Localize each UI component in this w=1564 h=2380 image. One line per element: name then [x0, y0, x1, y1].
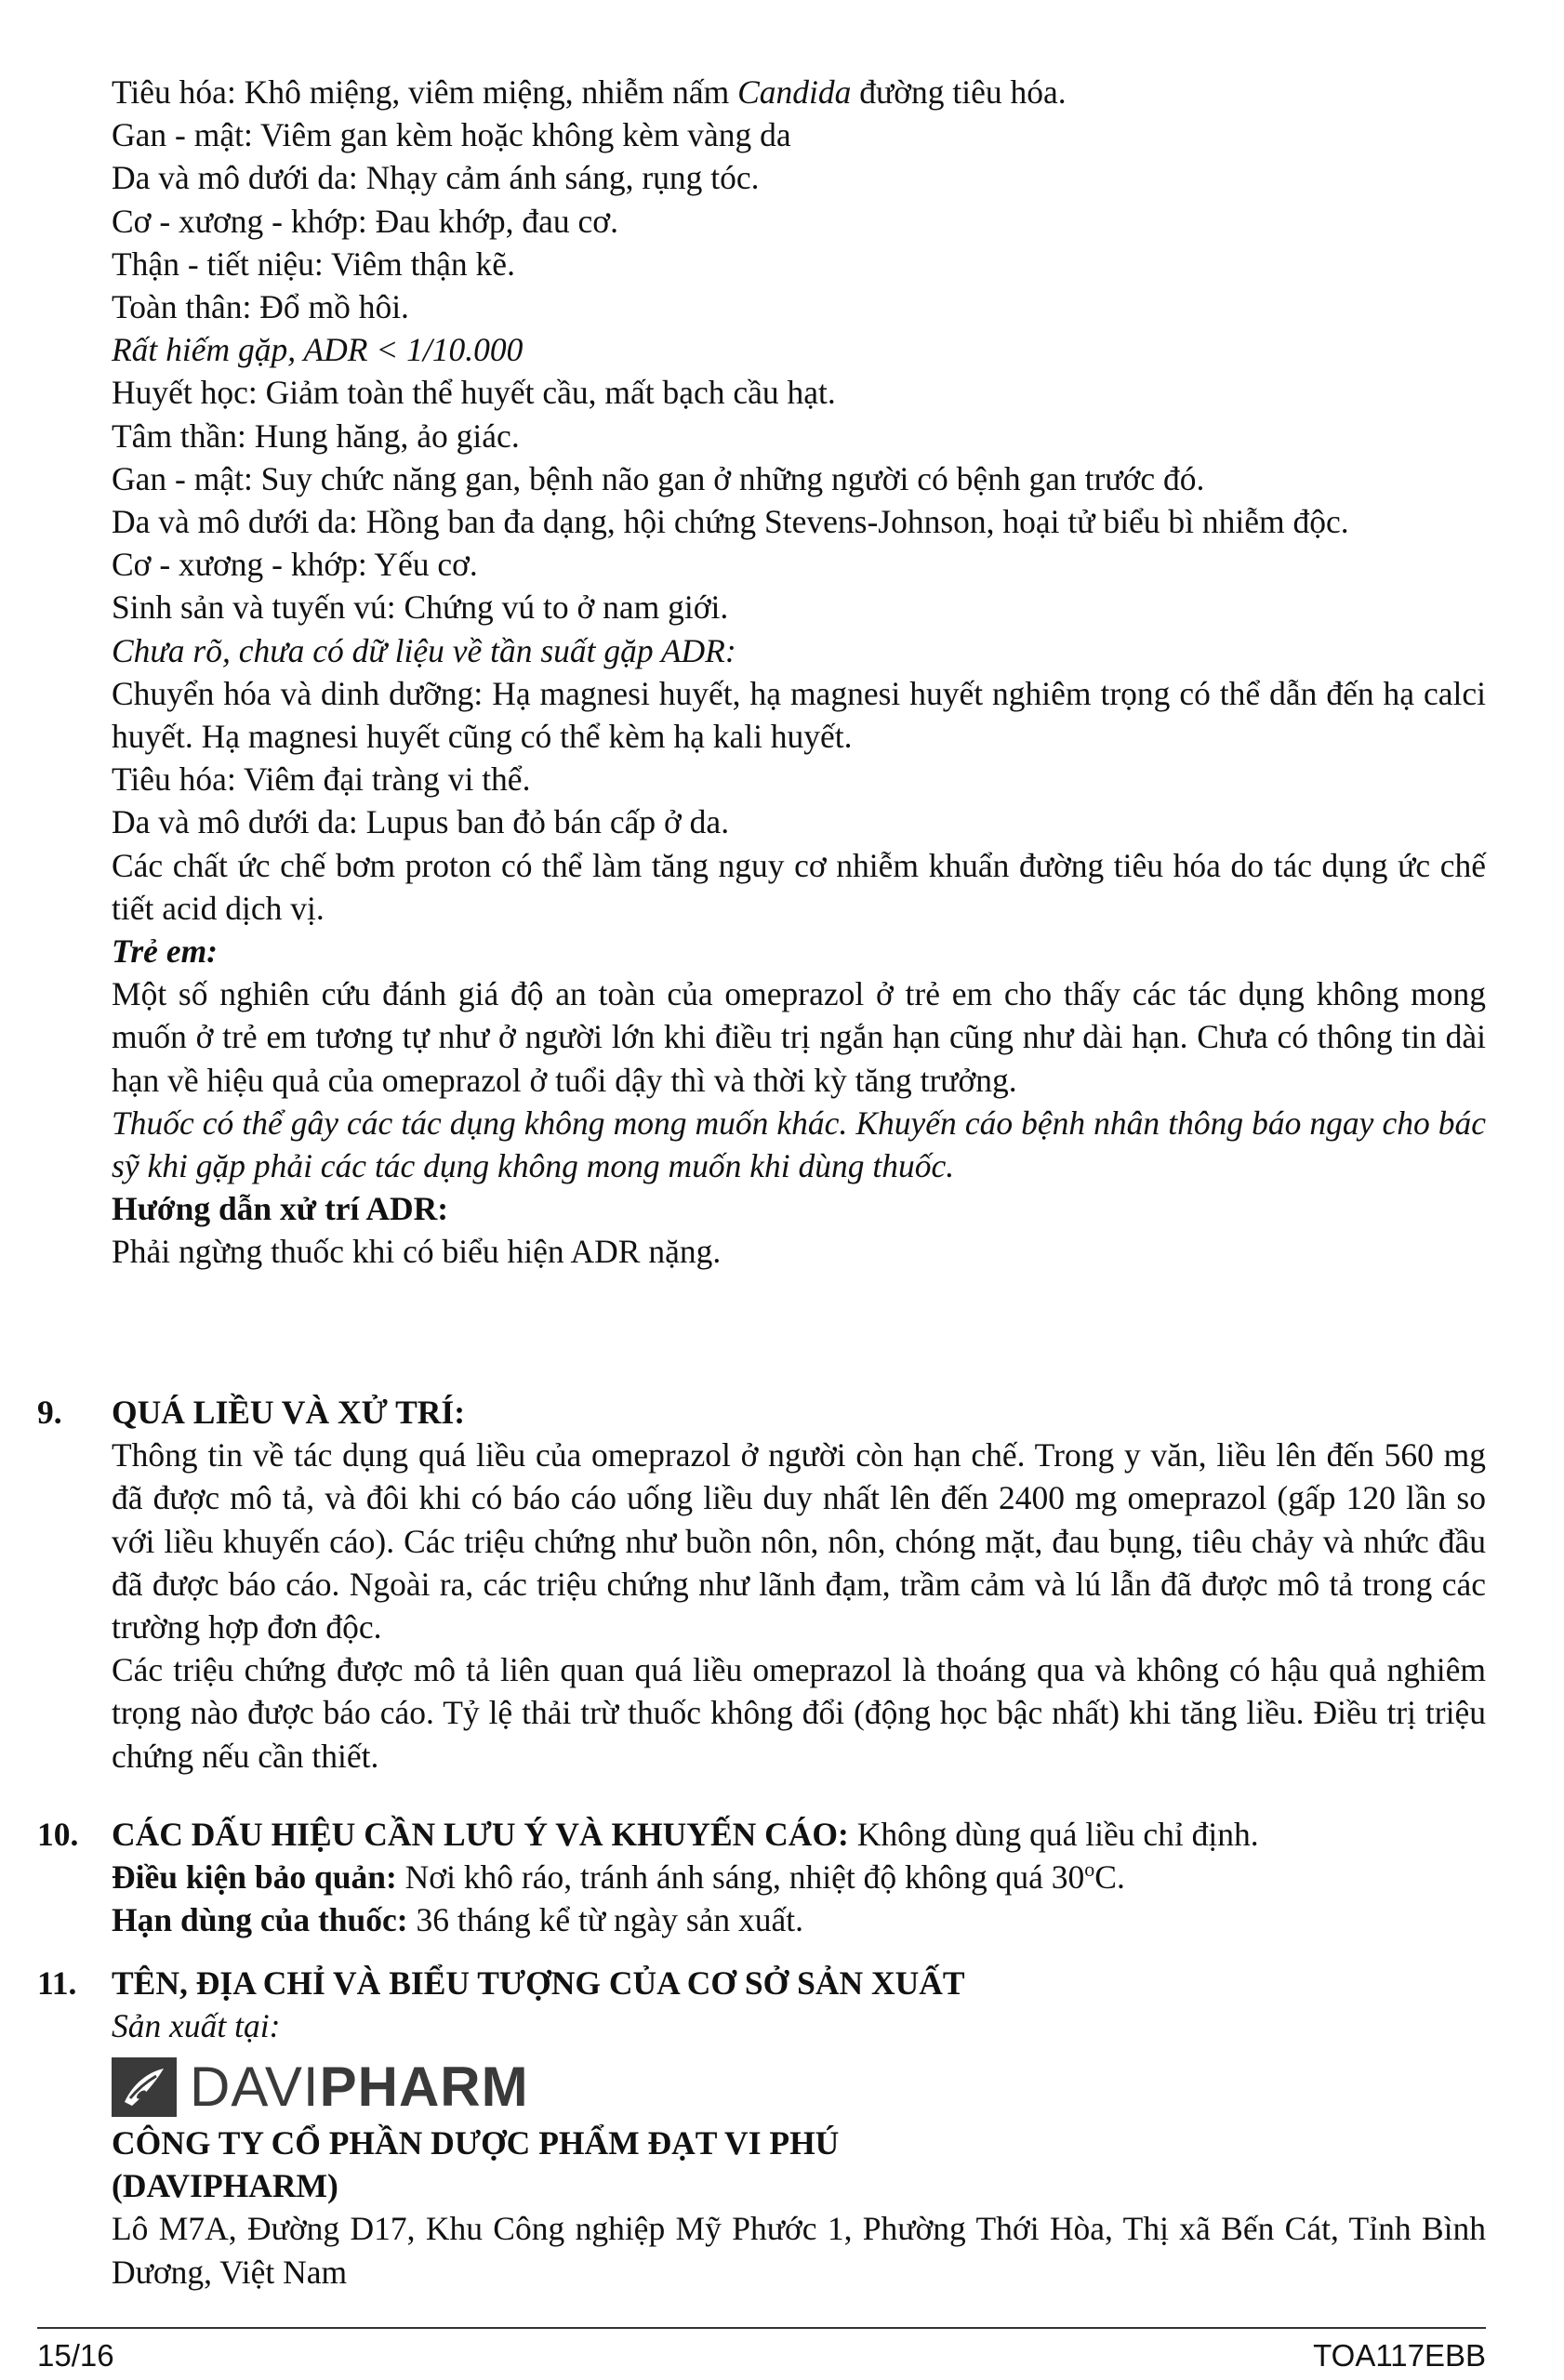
section-body — [112, 1391, 1486, 1778]
adr-line: Da và mô dưới da: Lupus ban đỏ bán cấp ở da. — [112, 803, 730, 841]
adr-line: Huyết học: Giảm toàn thể huyết cầu, mất bạch cầu hạt. — [112, 374, 836, 412]
adr-line: Tiêu hóa: Khô miệng, viêm miệng, nhiễm nấm Candida đường tiêu hóa. — [112, 73, 1067, 111]
paragraph: Thông tin về tác dụng quá liều của omeprazol ở người còn hạn chế. Trong y văn, liều lên đến 560 mg đã được mô tả, và đôi khi có báo cáo uống liều duy nhất lên đến 2400 mg omeprazol (gấp 120 lần so với liều khuyến cáo). Các triệu chứng như buồn nôn, nôn, chóng mặt, đau bụng, tiêu chảy và nhức đầu đã được báo cáo. Ngoài ra, các triệu chứng như lãnh đạm, trầm cảm và lú lẫn đã được mô tả trong các trường hợp đơn độc. — [112, 1436, 1486, 1646]
capsule-logo-icon — [112, 2057, 177, 2117]
frequency-subheading: Rất hiếm gặp, ADR < 1/10.000 — [112, 331, 524, 369]
page-number: 15/16 — [37, 2338, 114, 2373]
children-paragraph: Một số nghiên cứu đánh giá độ an toàn của omeprazol ở trẻ em cho thấy các tác dụng không mong muốn ở trẻ em tương tự như ở người lớn khi điều trị ngắn hạn cũng như dài hạn. Chưa có thông tin dài hạn về hiệu quả của omeprazol ở tuổi dậy thì và thời kỳ tăng trưởng. — [112, 975, 1486, 1099]
adr-line: Cơ - xương - khớp: Đau khớp, đau cơ. — [112, 202, 618, 240]
davipharm-logo — [112, 2056, 595, 2118]
company-name: CÔNG TY CỔ PHẦN DƯỢC PHẨM ĐẠT VI PHÚ — [112, 2124, 840, 2162]
document-code: TOA117EBB — [1313, 2338, 1486, 2373]
section-title: QUÁ LIỀU VÀ XỬ TRÍ: — [112, 1394, 466, 1431]
company-address: Lô M7A, Đường D17, Khu Công nghiệp Mỹ Phước 1, Phường Thới Hòa, Thị xã Bến Cát, Tỉnh Bình Dương, Việt Nam — [112, 2210, 1486, 2291]
adr-line: Chuyển hóa và dinh dưỡng: Hạ magnesi huyết, hạ magnesi huyết nghiêm trọng có thể dẫn đến hạ calci huyết. Hạ magnesi huyết cũng có thể kèm hạ kali huyết. — [112, 674, 1486, 756]
adr-list — [112, 71, 1486, 1274]
section-body — [112, 1813, 1486, 1942]
adr-line: Tâm thần: Hung hăng, ảo giác. — [112, 416, 520, 455]
notice-paragraph: Thuốc có thể gây các tác dụng không mong muốn khác. Khuyến cáo bệnh nhân thông báo ngay cho bác sỹ khi gặp phải các tác dụng không mong muốn khi dùng thuốc. — [112, 1104, 1486, 1185]
adr-line: Da và mô dưới da: Nhạy cảm ánh sáng, rụng tóc. — [112, 159, 760, 197]
adr-line: Toàn thân: Đổ mồ hôi. — [112, 288, 409, 326]
adr-line: Gan - mật: Suy chức năng gan, bệnh não gan ở những người có bệnh gan trước đó. — [112, 459, 1205, 497]
section-title: TÊN, ĐỊA CHỈ VÀ BIỂU TƯỢNG CỦA CƠ SỞ SẢN XUẤT — [112, 1964, 965, 2002]
section-number: 9. — [37, 1394, 62, 1431]
adr-line: Sinh sản và tuyến vú: Chứng vú to ở nam giới. — [112, 588, 729, 627]
section-body — [112, 1962, 1486, 2047]
warning-line: CÁC DẤU HIỆU CẦN LƯU Ý VÀ KHUYẾN CÁO: Không dùng quá liều chỉ định. — [112, 1816, 1259, 1853]
frequency-subheading: Chưa rõ, chưa có dữ liệu về tần suất gặp ADR: — [112, 631, 736, 669]
storage-line: Điều kiện bảo quản: Nơi khô ráo, tránh ánh sáng, nhiệt độ không quá 30$^o$C. — [112, 1858, 1125, 1897]
logo-wordmark: DAVIPHARM — [190, 2056, 529, 2118]
adr-guide-text: Phải ngừng thuốc khi có biểu hiện ADR nặng. — [112, 1233, 722, 1271]
adr-line: Thận - tiết niệu: Viêm thận kẽ. — [112, 245, 515, 283]
paragraph: Các triệu chứng được mô tả liên quan quá liều omeprazol là thoáng qua và không có hậu quả nghiêm trọng nào được báo cáo. Tỷ lệ thải trừ thuốc không đổi (động học bậc nhất) khi tăng liều. Điều trị triệu chứng nếu cần thiết. — [112, 1651, 1486, 1775]
children-heading: Trẻ em: — [112, 932, 219, 971]
adr-line: Tiêu hóa: Viêm đại tràng vi thể. — [112, 760, 531, 799]
adr-guide-heading: Hướng dẫn xử trí ADR: — [112, 1190, 449, 1228]
adr-line: Các chất ức chế bơm proton có thể làm tăng nguy cơ nhiễm khuẩn đường tiêu hóa do tác dụng ức chế tiết acid dịch vị. — [112, 846, 1486, 927]
section-number: 11. — [37, 1964, 77, 2002]
manufacturer-info — [112, 2122, 1486, 2294]
section-number: 10. — [37, 1816, 79, 1853]
company-short-name: (DAVIPHARM) — [112, 2167, 338, 2205]
adr-line: Da và mô dưới da: Hồng ban đa dạng, hội chứng Stevens-Johnson, hoại tử biểu bì nhiễm độc. — [112, 503, 1349, 541]
adr-line: Cơ - xương - khớp: Yếu cơ. — [112, 546, 478, 584]
footer-divider — [37, 2327, 1486, 2329]
expiry-line: Hạn dùng của thuốc: 36 tháng kể từ ngày sản xuất. — [112, 1901, 804, 1939]
adr-line: Gan - mật: Viêm gan kèm hoặc không kèm vàng da — [112, 116, 791, 154]
made-at-label: Sản xuất tại: — [112, 2007, 281, 2045]
